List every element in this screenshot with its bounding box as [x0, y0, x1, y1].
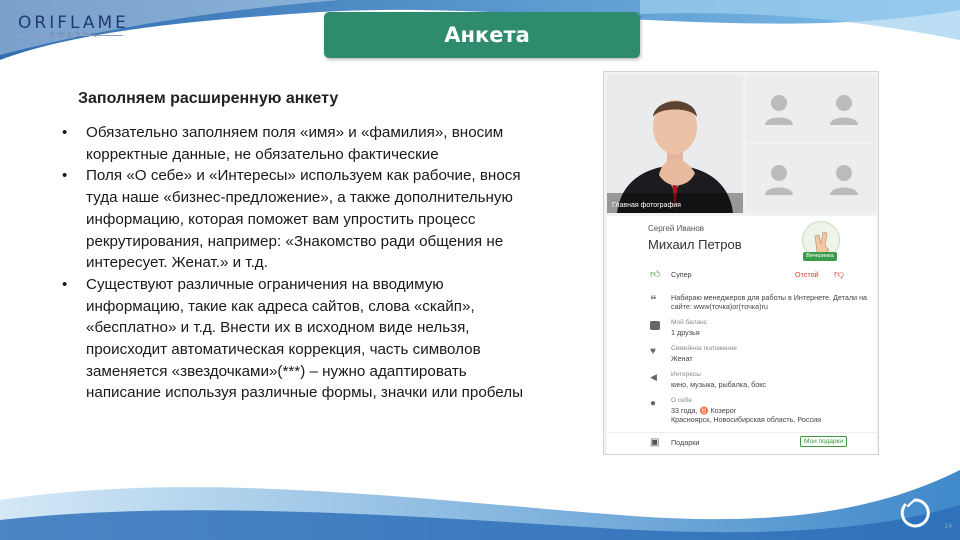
location-value: Красноярск, Новосибирская область, Россия: [671, 415, 821, 424]
about-value: 33 года, ♉ Козерог: [671, 406, 737, 415]
status-text: Набираю менеджеров для работы в Интернете. Детали на сайте: www(точка)or(точка)ru: [671, 293, 868, 311]
avatar-placeholder-icon: [759, 159, 799, 199]
photo-caption: Главная фотография: [612, 202, 681, 209]
quote-icon: ❝: [650, 293, 657, 307]
photo-placeholder: [746, 75, 876, 142]
megaphone-icon: ◀: [650, 372, 657, 382]
thumbs-down-icon[interactable]: 👎︎: [834, 269, 845, 280]
bullet-icon: •: [62, 275, 68, 293]
balance-value: 1 друзья: [671, 328, 700, 337]
interests-value: кино, музыка, рыбалка, бокс: [671, 380, 767, 389]
photo-placeholder: [746, 145, 876, 212]
bullet-list: [62, 122, 542, 404]
section-heading: Заполняем расширенную анкету: [78, 90, 339, 107]
bullet-text: Обязательно заполняем поля «имя» и «фамилия», вносим корректные данные, не обязательно фактические: [86, 124, 504, 163]
bullet-item: [62, 165, 542, 274]
profile-photo: [607, 75, 743, 213]
oriflame-circle-icon: [898, 496, 932, 530]
oriflame-logo: [18, 14, 128, 44]
avatar-placeholder-icon: [824, 159, 864, 199]
bullet-text: Существуют различные ограничения на вводимую информацию, такие как адреса сайтов, слова «скайп», «бесплатно» и т.д. Внести их в исходном виде нельзя, происходит автоматическая коррекция, часть символов заменяется «звездочками»(***) – нужно адаптировать написание используя различные формы, значки или пробелы: [86, 275, 524, 402]
interests-label: Интересы: [671, 371, 701, 378]
rating-good[interactable]: Супер: [671, 270, 692, 279]
about-label: О себе: [671, 397, 692, 404]
gifts-row: [607, 432, 877, 448]
logo-rule: [18, 35, 123, 36]
avatar-placeholder-icon: [824, 89, 864, 129]
thumbs-up-icon[interactable]: 👍︎: [650, 269, 661, 280]
avatar-placeholder-icon: [759, 89, 799, 129]
logo-subtext: [18, 32, 128, 40]
profile-name: Михаил Петров: [648, 237, 742, 252]
location-pin-icon: ●: [650, 398, 657, 409]
slide-title-box: [324, 12, 640, 58]
bullet-text: Поля «О себе» и «Интересы» используем как рабочие, внося туда наше «бизнес-предложение», а также дополнительную информацию, которая поможет вам упростить процесс рекрутирования, например: «Знакомство ради общения не интересует. Женат.» и т.д.: [86, 167, 521, 272]
family-value: Женат: [671, 354, 693, 363]
bullet-icon: •: [62, 167, 68, 185]
bullet-icon: •: [62, 124, 68, 141]
profile-card: [607, 216, 877, 455]
my-gifts-button[interactable]: Мои подарки: [800, 436, 847, 447]
family-label: Семейное положение: [671, 345, 737, 352]
page-number: 14: [944, 523, 952, 530]
gift-icon: ▣: [650, 437, 660, 448]
sticker-label: Вечеринка: [803, 252, 837, 261]
person-photo-icon: [607, 75, 743, 213]
wallet-icon: [650, 321, 660, 330]
profile-screenshot: [603, 71, 879, 455]
logo-text: ORIFLAME: [18, 13, 129, 33]
rating-bad[interactable]: Отстой: [795, 270, 819, 279]
balance-label: Мой баланс: [671, 319, 707, 326]
bullet-item: [62, 274, 542, 404]
heart-icon: ♥: [650, 346, 656, 357]
gifts-label[interactable]: Подарки: [671, 438, 700, 447]
slide-title: Анкета: [444, 23, 530, 47]
bullet-item: [62, 122, 542, 165]
profile-name-small: Сергей Иванов: [648, 224, 705, 233]
